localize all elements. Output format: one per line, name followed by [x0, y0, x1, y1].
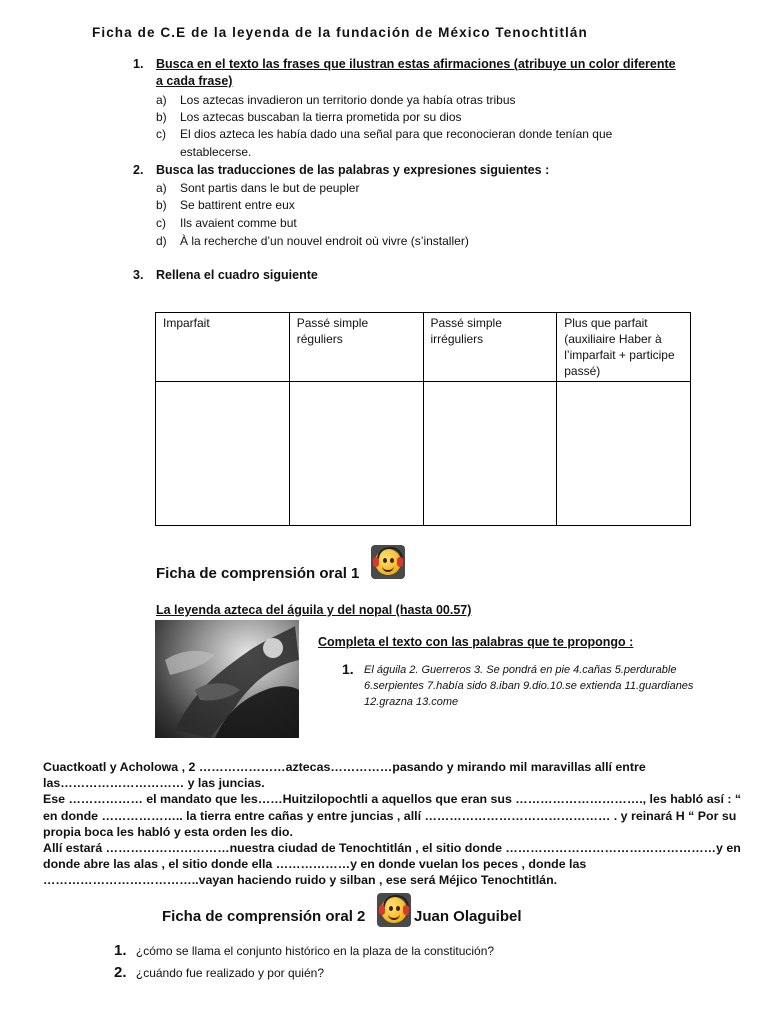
item-text: Ils avaient comme but	[180, 216, 297, 230]
item-text: Se battirent entre eux	[180, 198, 295, 212]
question-text: Busca las traducciones de las palabras y expresiones siguientes :	[156, 163, 550, 177]
fill-in-paragraph	[43, 759, 743, 889]
paragraph-text: Ese ……………… el mandato que les……Huitzilopochtli a aquellos que eran sus …………………………., les habló así : “ en donde ……………….. la tierra entre cañas y entre juncias , allí ……………………………………… . y reinará H “ Por su propia boca les habló y esta orden les dio.	[43, 792, 742, 839]
item-text: À la recherche d’un nouvel endroit où vivre (s’installer)	[180, 234, 469, 248]
word-list-line: 6.serpientes 7.había sido 8.iban 9.dio.10.se extienda 11.guardianes	[364, 680, 694, 692]
item-label: b)	[156, 198, 167, 212]
list-number: 1.	[114, 942, 127, 959]
subtitle: La leyenda azteca del águila y del nopal (hasta 00.57)	[156, 603, 472, 617]
item-label: a)	[156, 181, 167, 195]
list-number: 2.	[114, 964, 127, 981]
table-header-cell: Passé simple réguliers	[289, 313, 423, 382]
list-item	[114, 942, 494, 959]
table-header-row	[156, 313, 691, 382]
word-list-line: El águila 2. Guerreros 3. Se pondrá en pie 4.cañas 5.perdurable	[364, 664, 677, 676]
question-text: ¿cómo se llama el conjunto histórico en la plaza de la constitución?	[135, 944, 495, 958]
item-text: Los aztecas buscaban la tierra prometida por su dios	[180, 110, 462, 124]
instruction: Completa el texto con las palabras que te propongo :	[318, 635, 634, 649]
word-list-line: 12.grazna 13.come	[364, 696, 459, 708]
question-text: Busca en el texto las frases que ilustran estas afirmaciones (atribuye un color diferente	[156, 57, 676, 71]
eagle-image	[155, 620, 299, 738]
item-label: c)	[156, 127, 166, 141]
list-number: 1.	[342, 661, 354, 677]
table-row	[156, 382, 691, 526]
table-header-cell: Passé simple irréguliers	[423, 313, 557, 382]
list-item	[114, 964, 324, 981]
section-heading-suffix: Juan Olaguibel	[414, 908, 522, 925]
item-text: Los aztecas invadieron un territorio donde ya había otras tribus	[180, 93, 516, 107]
question-3	[133, 268, 733, 286]
conjugation-table	[155, 312, 691, 526]
question-number: 2.	[133, 163, 144, 177]
table-cell[interactable]	[557, 382, 691, 526]
item-text: El dios azteca les había dado una señal para que reconocieran donde tenían que	[180, 127, 613, 141]
headphones-smiley-icon	[371, 545, 405, 579]
question-2	[133, 163, 733, 181]
table-cell[interactable]	[289, 382, 423, 526]
item-label: d)	[156, 234, 167, 248]
section-heading: Ficha de comprensión oral 2	[162, 908, 366, 925]
item-label: b)	[156, 110, 167, 124]
paragraph-text: Cuactkoatl y Acholowa , 2 …………………aztecas……………pasando y mirando mil maravillas allí entre las………………………… y las juncias.	[43, 760, 646, 791]
item-label: c)	[156, 216, 166, 230]
item-text: Sont partis dans le but de peupler	[180, 181, 360, 195]
table-cell[interactable]	[156, 382, 290, 526]
question-text: ¿cuándo fue realizado y por quién?	[135, 966, 324, 980]
question-text: Rellena el cuadro siguiente	[156, 268, 318, 282]
question-number: 3.	[133, 268, 144, 282]
section-heading: Ficha de comprensión oral 1	[156, 565, 360, 582]
word-list	[342, 661, 742, 717]
question-text-cont: a cada frase)	[156, 74, 233, 88]
table-header-cell: Imparfait	[156, 313, 290, 382]
item-label: a)	[156, 93, 167, 107]
paragraph-text: Allí estará …………………………nuestra ciudad de Tenochtitlán , el sitio donde ……………………………………………y en donde abre las alas , el sitio donde ella ………………y en donde vuelan los peces , donde las ………………………………..vayan haciendo ruido y silban , ese será Méjico Tenochtitlán.	[43, 841, 741, 888]
item-text-cont: establecerse.	[180, 145, 252, 159]
question-number: 1.	[133, 57, 144, 71]
table-cell[interactable]	[423, 382, 557, 526]
page-title: Ficha de C.E de la leyenda de la fundación de México Tenochtitlán	[92, 25, 588, 40]
headphones-smiley-icon	[377, 893, 411, 927]
table-header-cell: Plus que parfait (auxiliaire Haber à l’imparfait + participe passé)	[557, 313, 691, 382]
